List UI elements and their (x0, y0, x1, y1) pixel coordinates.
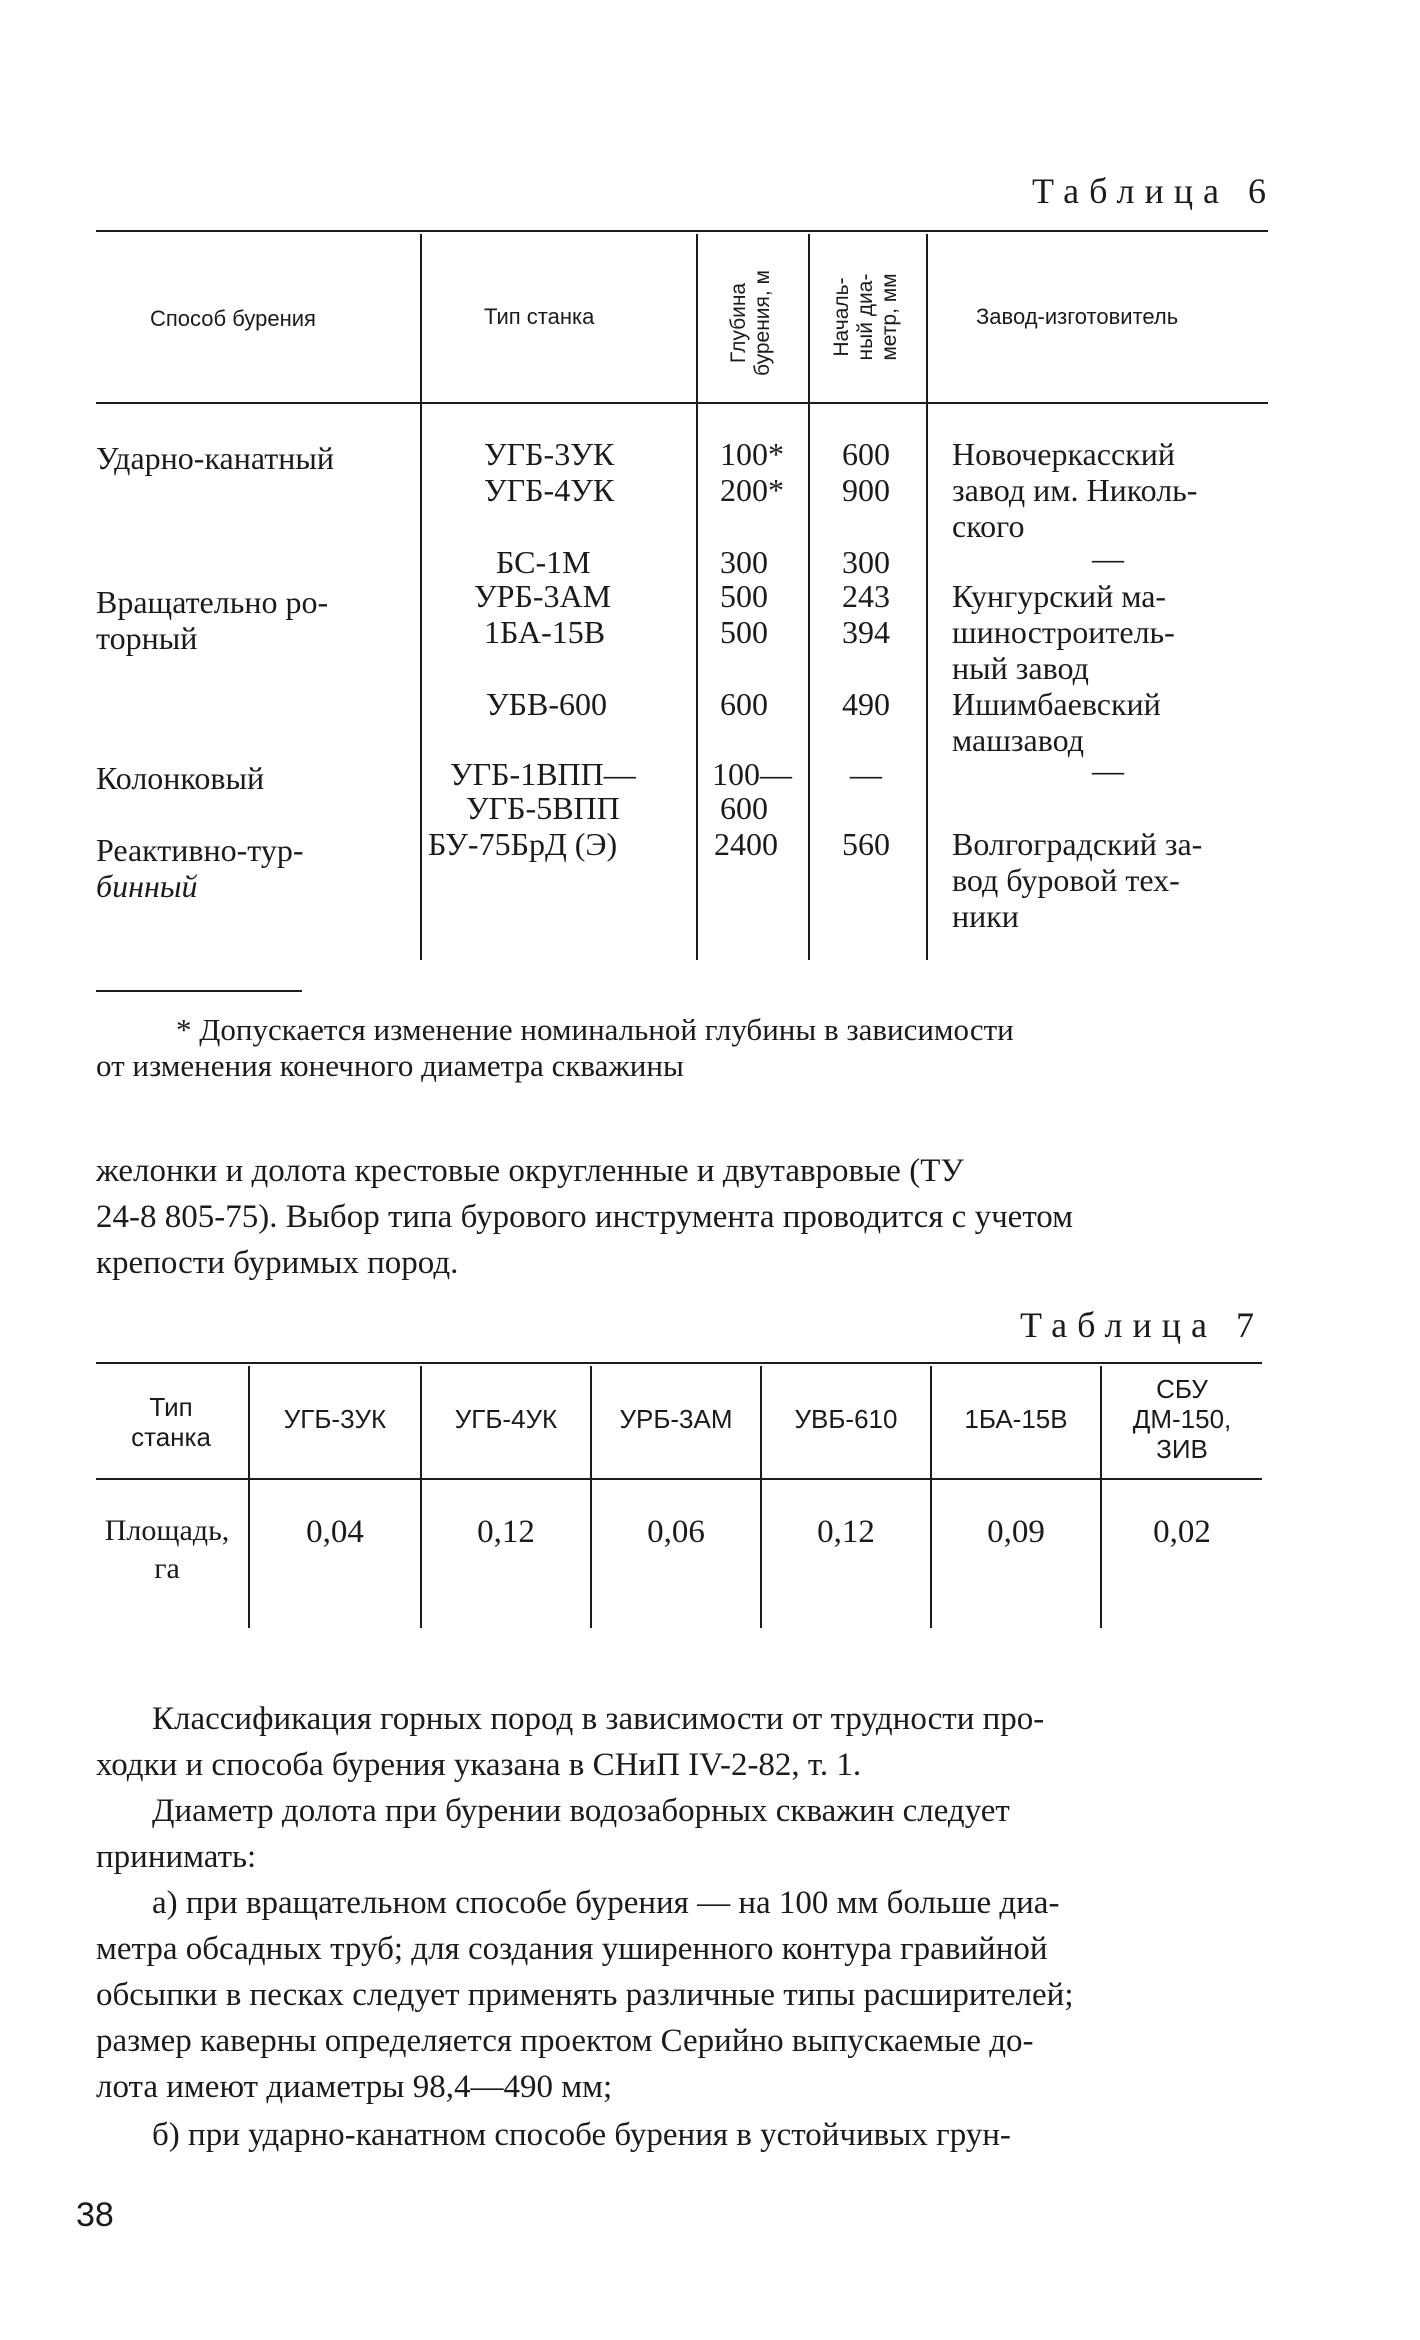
table6-header-rule (96, 402, 1268, 404)
table6-depth: 2400 (714, 826, 778, 862)
table7-col-header: УВБ-610 (794, 1404, 898, 1434)
table7-area-label (86, 1512, 248, 1588)
table6-method: Колонковый (96, 760, 265, 796)
body-line: лота имеют диаметры 98,4—490 мм; (96, 2069, 613, 2105)
table6-depth: 300 (720, 544, 768, 580)
table6-header-diameter-line: ный диа- (854, 273, 877, 361)
table6-maker: Ишимбаевский (952, 686, 1161, 722)
table7-row-header-line: станка (131, 1422, 211, 1452)
table6-type: УБВ-600 (486, 686, 608, 722)
table6-diameter: — (850, 756, 882, 792)
table7-col-header: УГБ-4УК (454, 1404, 558, 1434)
table7-value: 0,12 (477, 1514, 535, 1550)
table6-maker: Кунгурский ма- (952, 578, 1167, 614)
table6-header-diameter (830, 237, 904, 397)
table7-row-header-line: Тип (149, 1392, 193, 1422)
table6-type: БУ-75БрД (Э) (428, 826, 618, 862)
body-line: крепости буримых пород. (96, 1245, 459, 1281)
table6-depth: 100* (720, 436, 784, 472)
table6-diameter: 560 (842, 826, 890, 862)
table6-depth: 600 (720, 790, 768, 826)
table6-method: Реактивно-тур- (96, 832, 304, 868)
table6-diameter: 300 (842, 544, 890, 580)
table6-depth: 600 (720, 686, 768, 722)
body-line: Классификация горных пород в зависимости от трудности про- (152, 1701, 1045, 1737)
table6-method: Ударно-канатный (96, 440, 334, 476)
table6-depth: 200* (720, 472, 784, 508)
table7-top-rule (96, 1362, 1262, 1364)
table6-col-divider (696, 234, 698, 960)
table6-diameter: 600 (842, 436, 890, 472)
table7-value: 0,02 (1153, 1514, 1211, 1550)
table6-footnote: * Допускается изменение номинальной глубины в зависимости (176, 1012, 1014, 1047)
table7-col-header-line: ДМ-150, (1132, 1404, 1232, 1434)
table7-area-label-line: Площадь, (104, 1514, 230, 1547)
table6-diameter: 900 (842, 472, 890, 508)
table6-header-depth (727, 243, 777, 403)
body-line: а) при вращательном способе бурения — на 100 мм больше диа- (152, 1885, 1060, 1921)
table7-header-rule (96, 1478, 1262, 1480)
footnote-rule (96, 990, 302, 992)
table7-col-header-line: ЗИВ (1156, 1434, 1208, 1464)
table6-header-type: Тип станка (484, 304, 595, 329)
table7-value: 0,09 (987, 1514, 1045, 1550)
table7-area-label-line: га (154, 1552, 180, 1585)
body-line: принимать: (96, 1839, 257, 1875)
table6-col-divider (420, 234, 422, 960)
table6-maker: ского (952, 508, 1025, 544)
table6-header-diameter-line: метр, мм (878, 273, 901, 361)
table6-type: УГБ-4УК (484, 472, 615, 508)
body-line: Диаметр долота при бурении водозаборных скважин следует (152, 1793, 1010, 1829)
table6-header-diameter-line: Началь- (830, 277, 853, 357)
table7-col-header (1102, 1374, 1262, 1464)
table7-col-header: 1БА-15В (964, 1404, 1068, 1434)
table6-maker: Новочеркасский (952, 436, 1175, 472)
page-number: 38 (76, 2196, 114, 2234)
body-line: обсыпки в песках следует применять различные типы расширителей; (96, 1977, 1074, 2013)
table6-maker: завод им. Николь- (952, 472, 1198, 508)
body-line: размер каверны определяется проектом Серийно выпускаемые до- (96, 2023, 1034, 2059)
table7-value: 0,04 (306, 1514, 364, 1550)
body-line: б) при ударно-канатном способе бурения в устойчивых грун- (152, 2117, 1011, 2153)
table6-maker: ный завод (952, 650, 1089, 686)
table6-method: Вращательно ро- (96, 584, 329, 620)
table7-caption: Таблица 7 (1020, 1305, 1264, 1345)
table7-value: 0,12 (817, 1514, 875, 1550)
table6-maker: Волгоградский за- (952, 826, 1203, 862)
table6-top-rule (96, 230, 1268, 232)
table6-header-depth-line: Глубина (727, 282, 750, 364)
table6-depth: 500 (720, 578, 768, 614)
table6-type: УГБ-1ВПП— (450, 756, 636, 792)
table6-method: бинный (96, 868, 198, 904)
table6-header-depth-line: бурения, м (751, 270, 774, 376)
body-text-1 (96, 1148, 1276, 1286)
table6-maker: шиностроитель- (952, 614, 1175, 650)
table6-type: УРБ-3АМ (474, 578, 612, 614)
table6-type: 1БА-15В (484, 614, 606, 650)
body-line: желонки и долота крестовые округленные и двутавровые (ТУ (96, 1153, 964, 1189)
body-line: ходки и способа бурения указана в СНиП IV-2-82, т. 1. (96, 1747, 862, 1783)
table6-diameter: 490 (842, 686, 890, 722)
table6-depth: 100— (712, 756, 792, 792)
table6-col-divider (926, 234, 928, 960)
table6-method: торный (96, 620, 198, 656)
table6-header-maker: Завод-изготовитель (976, 304, 1179, 329)
body-line: метра обсадных труб; для создания уширенного контура гравийной (96, 1931, 1048, 1967)
table6-maker: машзавод (952, 722, 1084, 758)
table6-maker: вод буровой тех- (952, 862, 1180, 898)
table6-maker: ники (952, 898, 1019, 934)
table7-col-header-line: СБУ (1156, 1374, 1208, 1404)
table7-col-header: УРБ-3АМ (619, 1404, 733, 1434)
body-line: 24-8 805-75). Выбор типа бурового инструмента проводится с учетом (96, 1199, 1074, 1235)
table7-row-header (96, 1392, 246, 1452)
table7-value: 0,06 (647, 1514, 705, 1550)
table6-caption: Таблица 6 (1032, 171, 1276, 211)
table6-diameter: 243 (842, 578, 890, 614)
table6-type: УГБ-5ВПП (466, 790, 620, 826)
table6-maker: — (1092, 752, 1124, 788)
table6-footnote: от изменения конечного диаметра скважины (96, 1048, 684, 1083)
table6-header-method: Способ бурения (150, 306, 316, 331)
table6-depth: 500 (720, 614, 768, 650)
table6-type: УГБ-3УК (484, 436, 615, 472)
table6-type: БС-1М (496, 544, 591, 580)
table6-col-divider (808, 234, 810, 960)
table6-diameter: 394 (842, 614, 890, 650)
table7-col-header: УГБ-3УК (283, 1404, 387, 1434)
table6-maker: — (1092, 540, 1124, 576)
